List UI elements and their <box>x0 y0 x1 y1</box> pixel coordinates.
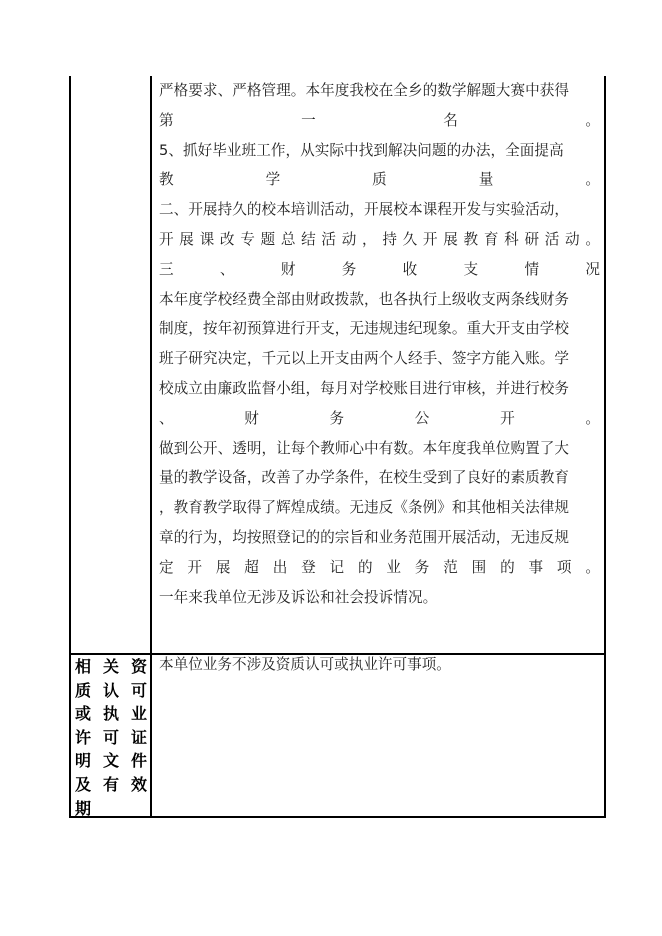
table-column-divider <box>150 76 152 818</box>
report-line: 第 一 名 。 <box>159 111 600 129</box>
report-line: 量的教学设备，改善了办学条件，在校生受到了良好的素质教育 <box>159 469 570 487</box>
table-right-border <box>604 76 606 818</box>
report-line: 教 学 质 量 。 <box>159 171 600 189</box>
report-line: 定 开 展 超 出 登 记 的 业 务 范 围 的 事 项 。 <box>159 558 600 576</box>
label-line: 明 文 件 <box>75 751 147 771</box>
table-bottom-border <box>69 816 606 818</box>
label-line: 期 <box>75 798 92 818</box>
report-line: 开 展 课 改 专 题 总 结 活 动 ， 持 久 开 展 教 育 科 研 活 动 。 <box>159 230 600 248</box>
report-line: ，教育教学取得了辉煌成绩。无违反《条例》和其他相关法律规 <box>159 499 570 517</box>
report-line: 一年来我单位无涉及诉讼和社会投诉情况。 <box>159 588 438 606</box>
label-line: 及 有 效 <box>75 774 147 794</box>
label-line: 或 执 业 <box>75 704 147 724</box>
label-line: 相 关 资 <box>75 657 147 676</box>
report-line: 做到公开、透明，让每个教师心中有数。本年度我单位购置了大 <box>159 439 570 457</box>
label-line: 许 可 证 <box>75 727 147 747</box>
table-left-border <box>69 76 71 818</box>
work-report-cell <box>159 76 600 612</box>
report-line: 严格要求、严格管理。本年度我校在全乡的数学解题大赛中获得 <box>159 82 570 99</box>
report-line: 章的行为，均按照登记的的宗旨和业务范围开展活动，无违反规 <box>159 528 570 546</box>
report-line: 三 、 财 务 收 支 情 况 <box>159 260 600 278</box>
report-line: 二、开展持久的校本培训活动，开展校本课程开发与实验活动， <box>159 201 570 219</box>
report-line: 制度，按年初预算进行开支，无违规违纪现象。重大开支由学校 <box>159 320 570 338</box>
report-line: 、 财 务 公 开 。 <box>159 409 600 427</box>
license-row-label <box>75 655 147 820</box>
report-line: 班子研究决定，千元以上开支由两个人经手、签字方能入账。学 <box>159 350 570 368</box>
label-line: 质 认 可 <box>75 680 147 700</box>
report-line: 本年度学校经费全部由财政拨款，也各执行上级收支两条线财务 <box>159 290 570 308</box>
report-line: 5、抓好毕业班工作，从实际中找到解决问题的办法，全面提高 <box>159 141 564 159</box>
report-line: 校成立由廉政监督小组，每月对学校账目进行审核，并进行校务 <box>159 379 570 397</box>
license-row-content: 本单位业务不涉及资质认可或执业许可事项。 <box>159 656 451 673</box>
